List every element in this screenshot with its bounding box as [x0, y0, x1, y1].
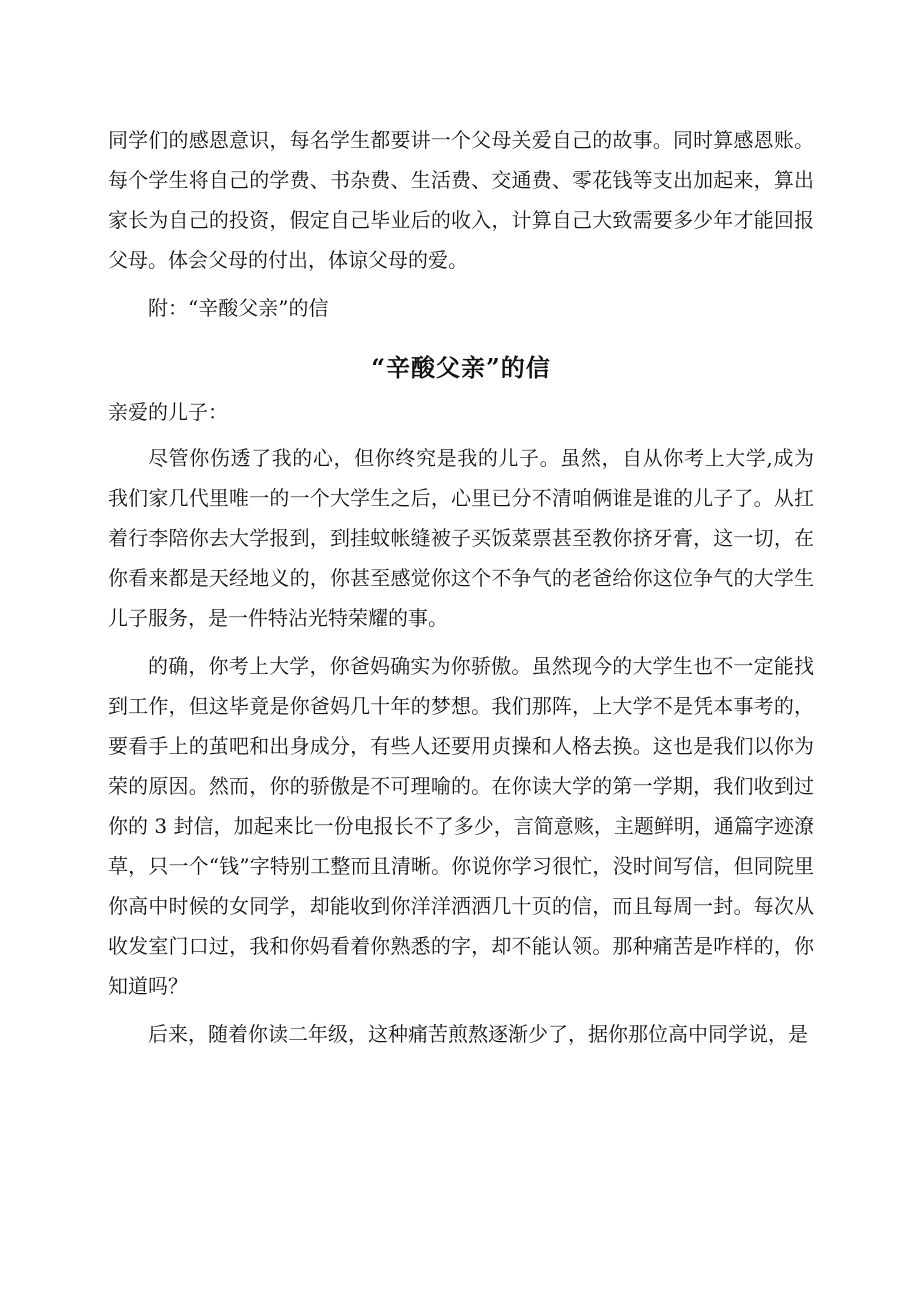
letter-greeting: 亲爱的儿子： [108, 400, 228, 424]
letter-title: “辛酸父亲”的信 [371, 353, 551, 382]
letter-paragraph: 后来，随着你读二年级，这种痛苦煎熬逐渐少了，据你那位高中同学说，是 [148, 1022, 808, 1046]
attachment-note: 附：“辛酸父亲”的信 [148, 296, 329, 320]
letter-paragraph: 的确，你考上大学，你爸妈确实为你骄傲。虽然现今的大学生也不一定能找到工作，但这毕竟是你爸妈几十年的梦想。我们那阵，上大学不是凭本事考的，要看手上的茧吧和出身成分，有些人还要用贞操和人格去换。这也是我们以你为荣的原因。然而，你的骄傲是不可理喻的。在你读大学的第一学期，我们收到过你的 3 封信，加起来比一份电报长不了多少，言简意赅，主题鲜明，通篇字迹潦草，只一个“钱”字特别工整而且清晰。你说你学习很忙，没时间写信，但同院里你高中时候的女同学，却能收到你洋洋洒洒几十页的信，而且每周一封。每次从收发室门口过，我和你妈看着你熟悉的字，却不能认领。那种痛苦是咋样的，你知道吗？ [108, 654, 814, 998]
letter-paragraph: 尽管你伤透了我的心，但你终究是我的儿子。虽然，自从你考上大学,成为我们家几代里唯一的一个大学生之后，心里已分不清咱俩谁是谁的儿子了。从扛着行李陪你去大学报到，到挂蚊帐缝被子买饭菜票甚至教你挤牙膏，这一切，在你看来都是天经地义的，你甚至感觉你这个不争气的老爸给你这位争气的大学生儿子服务，是一件特沾光特荣耀的事。 [108, 446, 814, 630]
intro-paragraph: 同学们的感恩意识，每名学生都要讲一个父母关爱自己的故事。同时算感恩账。每个学生将自己的学费、书杂费、生活费、交通费、零花钱等支出加起来，算出家长为自己的投资，假定自己毕业后的收入，计算自己大致需要多少年才能回报父母。体会父母的付出，体谅父母的爱。 [108, 128, 814, 272]
document-page [108, 120, 814, 1054]
